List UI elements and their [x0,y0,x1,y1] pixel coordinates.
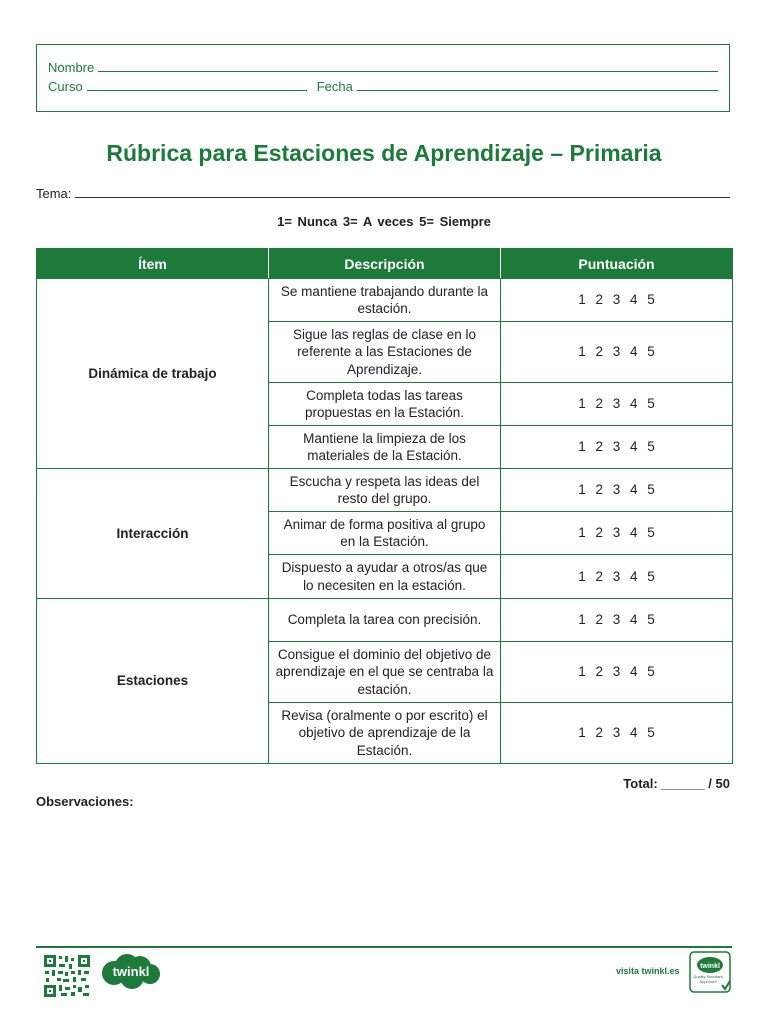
curso-fecha-row [48,79,718,94]
table-row [37,279,733,322]
fecha-field-line[interactable] [357,89,718,91]
header-item: Ítem [37,249,269,279]
scale-legend: 1= Nunca 3= A veces 5= Siempre [277,214,491,229]
description-cell: Escucha y respeta las ideas del resto del grupo. [269,469,501,512]
score-cell[interactable]: 1 2 3 4 5 [501,426,733,469]
category-cell: Interacción [37,469,269,599]
description-cell: Dispuesto a ayudar a otros/as que lo necesiten en la estación. [269,555,501,599]
description-cell: Consigue el dominio del objetivo de aprendizaje en el que se centraba la estación. [269,642,501,703]
fecha-label: Fecha [316,79,353,94]
nombre-field-line[interactable] [98,70,718,72]
header-score: Puntuación [501,249,733,279]
svg-text:twinkl: twinkl [700,963,720,970]
score-cell[interactable]: 1 2 3 4 5 [501,555,733,599]
description-cell: Animar de forma positiva al grupo en la Estación. [269,512,501,555]
tema-field-line[interactable] [75,196,730,198]
svg-text:twinkl: twinkl [112,964,150,979]
table-header-row [37,249,733,279]
quality-badge-icon [689,951,731,993]
score-cell[interactable]: 1 2 3 4 5 [501,469,733,512]
curso-field-line[interactable] [87,89,307,91]
score-cell[interactable]: 1 2 3 4 5 [501,599,733,642]
badge-text: Quality Standard Approved [693,974,723,984]
description-cell: Completa la tarea con precisión. [269,599,501,642]
header-description: Descripción [269,249,501,279]
description-cell: Mantiene la limpieza de los materiales de la Estación. [269,426,501,469]
score-cell[interactable]: 1 2 3 4 5 [501,322,733,383]
curso-label: Curso [48,79,83,94]
description-cell: Se mantiene trabajando durante la estación. [269,279,501,322]
observaciones-label: Observaciones: [36,794,134,809]
total-score: Total: ______ / 50 [623,776,730,791]
page-title: Rúbrica para Estaciones de Aprendizaje – Primaria [106,140,662,166]
description-cell: Sigue las reglas de clase en lo referente a las Estaciones de Aprendizaje. [269,322,501,383]
nombre-row [48,60,718,75]
visit-link[interactable]: visita twinkl.es [616,966,680,976]
twinkl-logo-icon [100,952,162,990]
score-cell[interactable]: 1 2 3 4 5 [501,642,733,703]
score-cell[interactable]: 1 2 3 4 5 [501,383,733,426]
tema-label: Tema: [36,186,72,201]
score-cell[interactable]: 1 2 3 4 5 [501,703,733,764]
footer-divider [36,946,732,948]
student-info-box [36,44,730,112]
category-cell: Estaciones [37,599,269,764]
score-cell[interactable]: 1 2 3 4 5 [501,512,733,555]
score-cell[interactable]: 1 2 3 4 5 [501,279,733,322]
description-cell: Revisa (oralmente o por escrito) el objetivo de aprendizaje de la Estación. [269,703,501,764]
description-cell: Completa todas las tareas propuestas en la Estación. [269,383,501,426]
category-cell: Dinámica de trabajo [37,279,269,469]
tema-row [36,186,730,201]
qr-code-icon [43,954,91,998]
rubric-table [36,248,733,764]
nombre-label: Nombre [48,60,95,75]
table-row [37,599,733,642]
table-row [37,469,733,512]
